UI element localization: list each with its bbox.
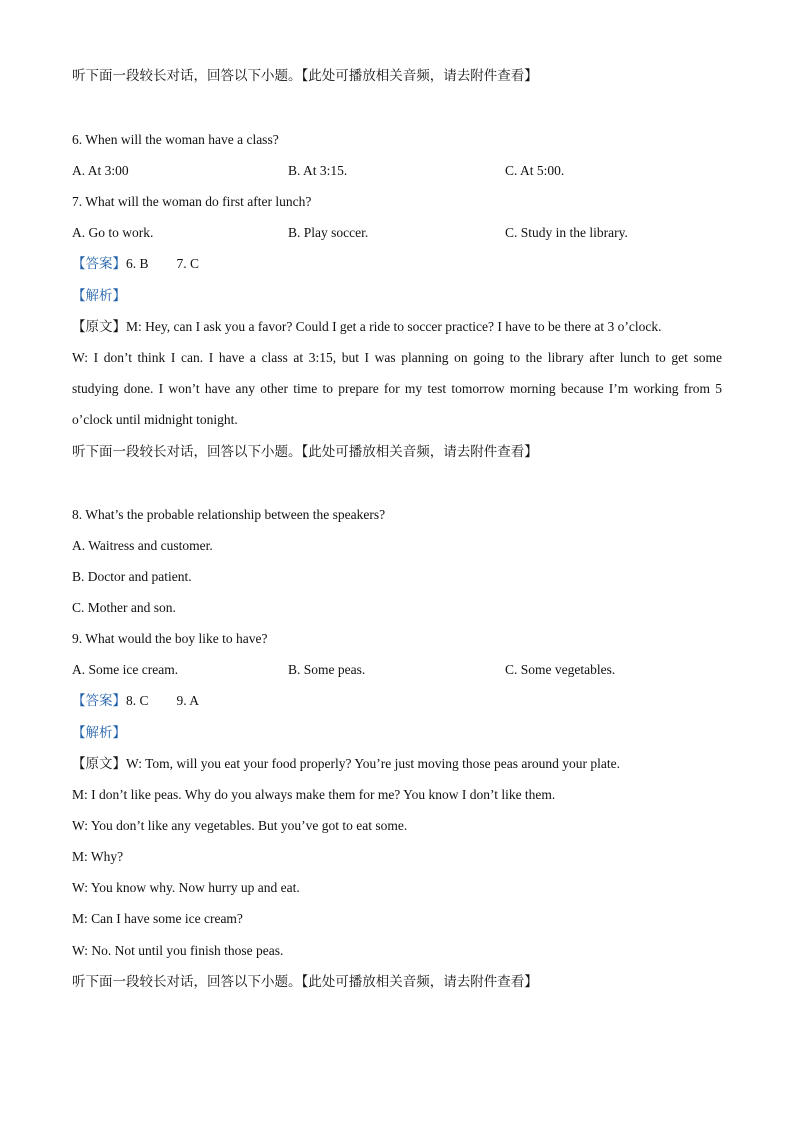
question-6: 6. When will the woman have a class? bbox=[72, 132, 279, 147]
q7-option-c: C. Study in the library. bbox=[505, 225, 628, 240]
transcript-2-line-6: M: Can I have some ice cream? bbox=[72, 911, 243, 926]
q7-option-a: A. Go to work. bbox=[72, 225, 154, 240]
q8-option-b: B. Doctor and patient. bbox=[72, 569, 192, 584]
analysis-tag: 【解析】 bbox=[72, 288, 126, 304]
analysis-tag: 【解析】 bbox=[72, 725, 126, 741]
transcript-2-line-4: M: Why? bbox=[72, 849, 124, 864]
transcript-1-line-3: studying done. I won’t have any other time to prepare for my test tomorrow morning because I’m working from 5 bbox=[72, 381, 722, 396]
q8-option-a: A. Waitress and customer. bbox=[72, 538, 213, 553]
transcript-2-line-3: W: You don’t like any vegetables. But you’ve got to eat some. bbox=[72, 818, 408, 833]
q9-option-a: A. Some ice cream. bbox=[72, 662, 179, 677]
transcript-2-text-1: W: Tom, will you eat your food properly? You’re just moving those peas around your plate. bbox=[126, 756, 620, 771]
listening-instruction-2: 听下面一段较长对话，回答以下小题。【此处可播放相关音频，请去附件查看】 bbox=[72, 444, 538, 460]
answer-line-2 bbox=[72, 692, 199, 710]
answer-tag: 【答案】 bbox=[72, 693, 126, 709]
transcript-2-line-7: W: No. Not until you finish those peas. bbox=[72, 943, 284, 958]
answer-line-1 bbox=[72, 255, 199, 273]
q7-option-b: B. Play soccer. bbox=[288, 225, 369, 240]
q6-option-a: A. At 3:00 bbox=[72, 163, 129, 178]
answer-6: 6. B bbox=[126, 256, 149, 271]
answer-7: 7. C bbox=[176, 256, 200, 271]
listening-instruction-3: 听下面一段较长对话，回答以下小题。【此处可播放相关音频，请去附件查看】 bbox=[72, 974, 538, 990]
transcript-1-text-1: M: Hey, can I ask you a favor? Could I get a ride to soccer practice? I have to be there at 3 o’clock. bbox=[126, 319, 662, 334]
answer-9: 9. A bbox=[176, 693, 200, 708]
q6-option-c: C. At 5:00. bbox=[505, 163, 565, 178]
original-tag: 【原文】 bbox=[72, 756, 126, 772]
q6-option-b: B. At 3:15. bbox=[288, 163, 348, 178]
analysis-line-2 bbox=[72, 724, 126, 742]
answer-8: 8. C bbox=[126, 693, 149, 708]
transcript-1-line-1 bbox=[72, 318, 662, 336]
transcript-2-line-1 bbox=[72, 755, 620, 773]
question-8: 8. What’s the probable relationship between the speakers? bbox=[72, 507, 386, 522]
answer-tag: 【答案】 bbox=[72, 256, 126, 272]
analysis-line-1 bbox=[72, 287, 126, 305]
transcript-1-line-2: W: I don’t think I can. I have a class at 3:15, but I was planning on going to the library after lunch to get some bbox=[72, 350, 722, 365]
q9-option-b: B. Some peas. bbox=[288, 662, 366, 677]
question-7: 7. What will the woman do first after lunch? bbox=[72, 194, 312, 209]
original-tag: 【原文】 bbox=[72, 319, 126, 335]
transcript-1-line-4: o’clock until midnight tonight. bbox=[72, 412, 238, 427]
q8-option-c: C. Mother and son. bbox=[72, 600, 176, 615]
question-9: 9. What would the boy like to have? bbox=[72, 631, 268, 646]
listening-instruction-1: 听下面一段较长对话，回答以下小题。【此处可播放相关音频，请去附件查看】 bbox=[72, 68, 538, 84]
q9-option-c: C. Some vegetables. bbox=[505, 662, 616, 677]
transcript-2-line-5: W: You know why. Now hurry up and eat. bbox=[72, 880, 300, 895]
transcript-2-line-2: M: I don’t like peas. Why do you always make them for me? You know I don’t like them. bbox=[72, 787, 556, 802]
